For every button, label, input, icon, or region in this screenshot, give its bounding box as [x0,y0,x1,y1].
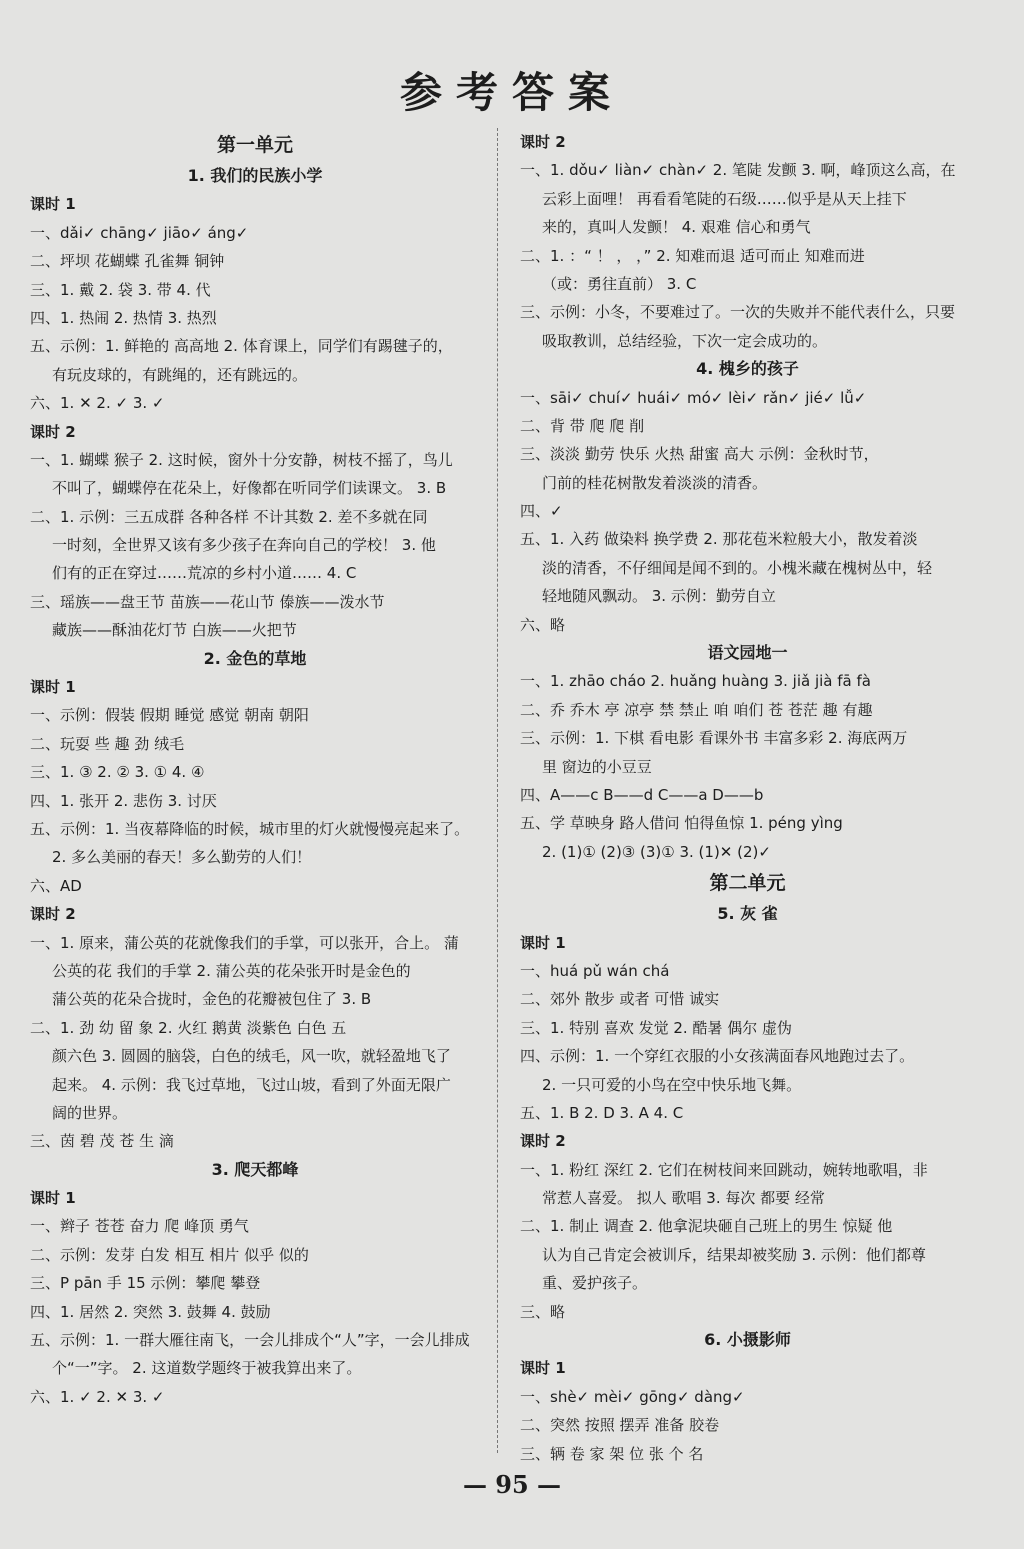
answer-line: 三、示例：1. 下棋 看电影 看课外书 丰富多彩 2. 海底两万 [520,729,908,748]
answer-line: 2. 多么美丽的春天！多么勤劳的人们！ [52,848,312,867]
answer-line: 五、1. 入药 做染料 换学费 2. 那花苞米粒般大小，散发着淡 [520,530,918,549]
section-label: 课时 1 [30,195,76,214]
answer-line: 二、1. ：“ ！ ， ，” 2. 知难而退 适可而止 知难而进 [520,246,865,265]
lesson-heading: 1. 我们的民族小学 [187,166,323,185]
unit-heading: 第二单元 [709,872,786,895]
answer-line: 一、1. 粉红 深红 2. 它们在树枝间来回跳动，婉转地歌唱，非 [520,1160,928,1179]
answer-line: 五、1. B 2. D 3. A 4. C [520,1103,684,1122]
answer-line: 五、示例：1. 鲜艳的 高高地 2. 体育课上，同学们有踢毽子的， [30,337,453,356]
answer-line: 不叫了，蝴蝶停在花朵上，好像都在听同学们读课文。 3. B [52,479,447,498]
answer-line: 二、1. 劲 幼 留 象 2. 火红 鹅黄 淡紫色 白色 五 [30,1018,347,1037]
answer-line: （或：勇往直前） 3. C [542,274,697,293]
answer-line: 一、huá pǔ wán chá [520,961,670,980]
answer-line: 四、✓ [520,502,563,521]
column-divider [497,128,498,1453]
answer-line: 常惹人喜爱。 拟人 歌唱 3. 每次 都要 经常 [542,1189,825,1208]
lesson-heading: 5. 灰 雀 [717,904,778,924]
answer-line: 五、示例：1. 一群大雁往南飞，一会儿排成个“人”字，一会儿排成 [30,1331,470,1350]
lesson-heading: 3. 爬天都峰 [211,1159,299,1179]
left-column [30,128,480,1411]
lesson-heading: 6. 小摄影师 [704,1330,791,1350]
answer-line: 一、sāi✓ chuí✓ huái✓ mó✓ lèi✓ rǎn✓ jié✓ lǚ✓ [520,388,867,407]
answer-line: 六、AD [30,876,82,895]
section-label: 课时 2 [520,133,566,151]
answer-line: 一、辫子 苍苍 奋力 爬 峰顶 勇气 [30,1217,249,1236]
answer-line: 四、1. 张开 2. 悲伤 3. 讨厌 [30,791,217,810]
answer-line: 起来。 4. 示例：我飞过草地，飞过山坡，看到了外面无限广 [52,1075,451,1094]
answer-line: 云彩上面哩！ 再看看笔陡的石级……似乎是从天上挂下 [542,189,907,208]
answer-line: 一、dǎi✓ chāng✓ jiāo✓ áng✓ [30,223,249,242]
answer-line: 三、淡淡 勤劳 快乐 火热 甜蜜 高大 示例：金秋时节， [520,445,879,464]
answer-line: 一、示例：假装 假期 睡觉 感觉 朝南 朝阳 [30,706,309,725]
answer-line: 公英的花 我们的手掌 2. 蒲公英的花朵张开时是金色的 [52,961,411,980]
answer-line: 二、示例：发芽 白发 相互 相片 似乎 似的 [30,1245,309,1264]
section-label: 课时 1 [520,1359,566,1378]
answer-line: 二、突然 按照 摆弄 准备 胶卷 [520,1416,720,1435]
answer-line: 四、1. 居然 2. 突然 3. 鼓舞 4. 鼓励 [30,1302,271,1321]
lesson-heading: 2. 金色的草地 [203,648,307,668]
section-label: 课时 1 [520,933,566,952]
section-label: 课时 2 [30,905,76,924]
answer-line: 藏族——酥油花灯节 白族——火把节 [52,621,297,640]
answer-line: 四、A——c B——d C——a D——b [520,785,764,804]
page-number: — 95 — [462,1470,562,1499]
answer-line: 二、1. 示例：三五成群 各种各样 不计其数 2. 差不多就在同 [30,507,428,526]
answer-line: 三、示例：小冬，不要难过了。一次的失败并不能代表什么，只要 [520,303,956,322]
answer-line: 一、1. zhāo cháo 2. huǎng huàng 3. jiǎ jià fā fà [520,672,871,691]
answer-line: 重、爱护孩子。 [542,1274,648,1293]
lesson-heading: 语文园地一 [707,643,788,663]
answer-line: 阔的世界。 [52,1103,128,1122]
right-column [520,128,975,1468]
answer-line: 轻地随风飘动。 3. 示例：勤劳自立 [542,587,776,606]
answer-line: 蒲公英的花朵合拢时，金色的花瓣被包住了 3. B [52,990,372,1009]
answer-line: 三、1. 戴 2. 袋 3. 带 4. 代 [30,280,211,299]
answer-line: 三、瑶族——盘王节 苗族——花山节 傣族——泼水节 [30,592,385,611]
answer-line: 四、示例：1. 一个穿红衣服的小女孩满面春风地跑过去了。 [520,1047,915,1066]
answer-line: 有玩皮球的，有跳绳的，还有跳远的。 [52,365,308,384]
section-label: 课时 2 [30,422,76,441]
answer-line: 认为自己肯定会被训斥，结果却被奖励 3. 示例：他们都尊 [542,1245,926,1264]
answer-line: 二、1. 制止 调查 2. 他拿泥块砸自己班上的男生 惊疑 他 [520,1217,893,1236]
answer-line: 二、背 带 爬 爬 削 [520,416,645,435]
answer-line: 六、1. ✓ 2. ✕ 3. ✓ [30,1387,165,1406]
answer-line: 三、茵 碧 茂 苍 生 滴 [30,1132,174,1151]
answer-line: 三、1. ③ 2. ② 3. ① 4. ④ [30,763,205,782]
answer-line: 一、1. dǒu✓ liàn✓ chàn✓ 2. 笔陡 发颤 3. 啊，峰顶这么高，在 [520,161,956,180]
answer-line: 一时刻，全世界又该有多少孩子在奔向自己的学校！ 3. 他 [52,536,436,555]
answer-line: 2. 一只可爱的小鸟在空中快乐地飞舞。 [542,1075,802,1094]
answer-line: 一、shè✓ mèi✓ gōng✓ dàng✓ [520,1387,745,1406]
answer-line: 五、示例：1. 当夜幕降临的时候，城市里的灯火就慢慢亮起来了。 [30,819,470,838]
answer-line: 四、1. 热闹 2. 热情 3. 热烈 [30,308,217,327]
answer-line: 六、1. ✕ 2. ✓ 3. ✓ [30,394,165,413]
answer-line: 三、P pān 手 15 示例：攀爬 攀登 [30,1274,261,1293]
answer-line: 二、乔 乔木 亭 凉亭 禁 禁止 咱 咱们 苍 苍茫 趣 有趣 [520,700,873,719]
section-label: 课时 1 [30,1189,76,1208]
answer-line: 来的，真叫人发颤！ 4. 艰难 信心和勇气 [542,218,811,237]
answer-line: 二、坪坝 花蝴蝶 孔雀舞 铜钟 [30,252,225,271]
answer-line: 吸取教训，总结经验，下次一定会成功的。 [542,331,828,350]
answer-line: 三、1. 特别 喜欢 发觉 2. 酷暑 偶尔 虚伪 [520,1018,793,1037]
answer-line: 一、1. 原来，蒲公英的花就像我们的手掌，可以张开，合上。 蒲 [30,933,459,952]
answer-line: 2. (1)① (2)③ (3)① 3. (1)✕ (2)✓ [542,842,771,861]
answer-line: 一、1. 蝴蝶 猴子 2. 这时候，窗外十分安静，树枝不摇了，鸟儿 [30,450,453,469]
answer-line: 五、学 草映身 路人借问 怕得鱼惊 1. péng yìng [520,814,843,833]
page-title: 参考答案 [399,68,624,117]
answer-line: 们有的正在穿过……荒凉的乡村小道…… 4. C [52,564,357,583]
answer-line: 个“一”字。 2. 这道数学题终于被我算出来了。 [52,1359,362,1378]
answer-line: 二、玩耍 些 趣 劲 绒毛 [30,734,185,753]
answer-line: 三、辆 卷 家 架 位 张 个 名 [520,1444,704,1463]
answer-line: 淡的清香，不仔细闻是闻不到的。小槐米藏在槐树丛中，轻 [542,558,933,577]
answer-line: 二、郊外 散步 或者 可惜 诚实 [520,990,720,1009]
section-label: 课时 1 [30,678,76,697]
lesson-heading: 4. 槐乡的孩子 [696,359,799,379]
unit-heading: 第一单元 [216,134,293,156]
answer-line: 里 窗边的小豆豆 [542,757,652,776]
answer-line: 门前的桂花树散发着淡淡的清香。 [542,473,768,492]
answer-line: 三、略 [520,1302,566,1321]
answer-line: 六、略 [520,615,566,634]
answer-line: 颜六色 3. 圆圆的脑袋，白色的绒毛，风一吹，就轻盈地飞了 [52,1047,451,1066]
section-label: 课时 2 [520,1132,566,1151]
